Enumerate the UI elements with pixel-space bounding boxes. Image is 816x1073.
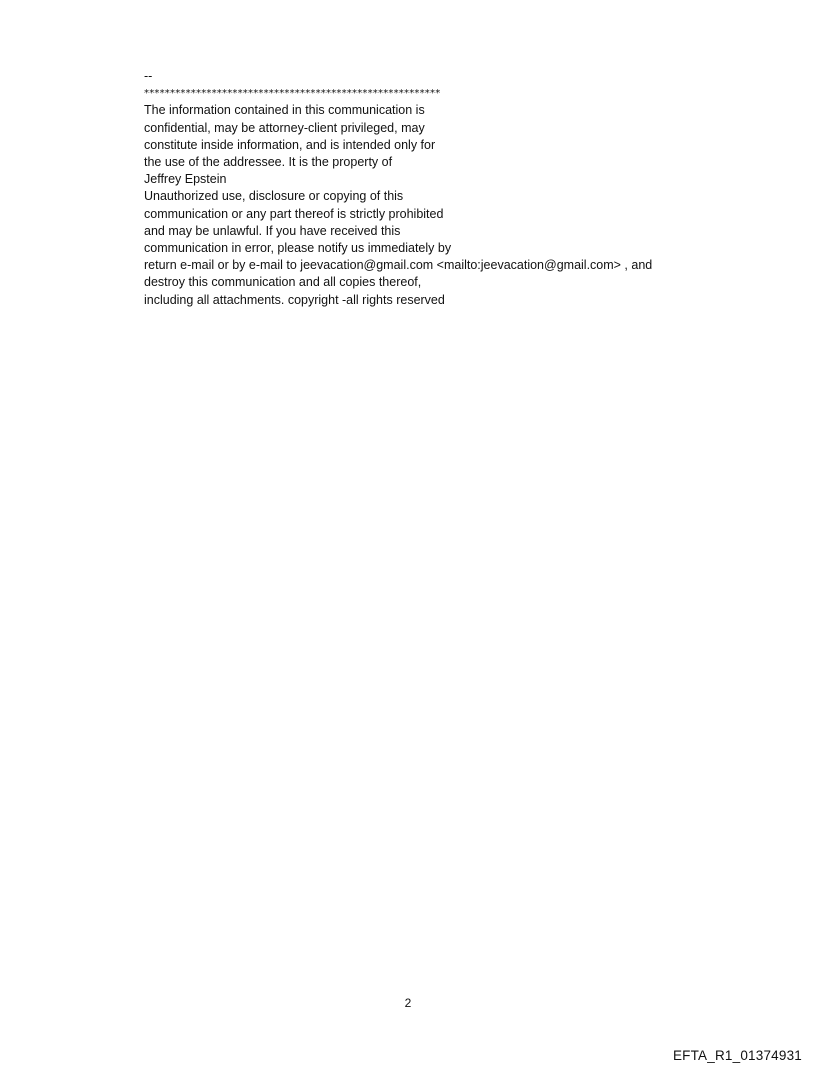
notice-line: including all attachments. copyright -all rights reserved — [144, 292, 445, 307]
notice-line: constitute inside information, and is intended only for — [144, 137, 436, 152]
page-number: 2 — [404, 996, 412, 1010]
notice-line: communication or any part thereof is strictly prohibited — [144, 206, 444, 221]
notice-line: return e-mail or by e-mail to jeevacation@gmail.com <mailto:jeevacation@gmail.com> , and — [144, 258, 653, 273]
notice-line: destroy this communication and all copies thereof, — [144, 275, 422, 290]
confidentiality-notice — [144, 68, 744, 309]
signature-dashes: -- — [144, 69, 153, 83]
notice-line: and may be unlawful. If you have received this — [144, 223, 401, 238]
notice-line: the use of the addressee. It is the property of — [144, 155, 393, 170]
asterisk-separator: ********************************************************* — [144, 88, 441, 100]
bates-number: EFTA_R1_01374931 — [672, 1048, 802, 1063]
notice-line: Unauthorized use, disclosure or copying of this — [144, 189, 404, 204]
notice-line: confidential, may be attorney-client privileged, may — [144, 120, 425, 135]
notice-line: The information contained in this communication is — [144, 103, 425, 118]
notice-line: Jeffrey Epstein — [144, 172, 227, 187]
notice-line: communication in error, please notify us immediately by — [144, 241, 452, 256]
